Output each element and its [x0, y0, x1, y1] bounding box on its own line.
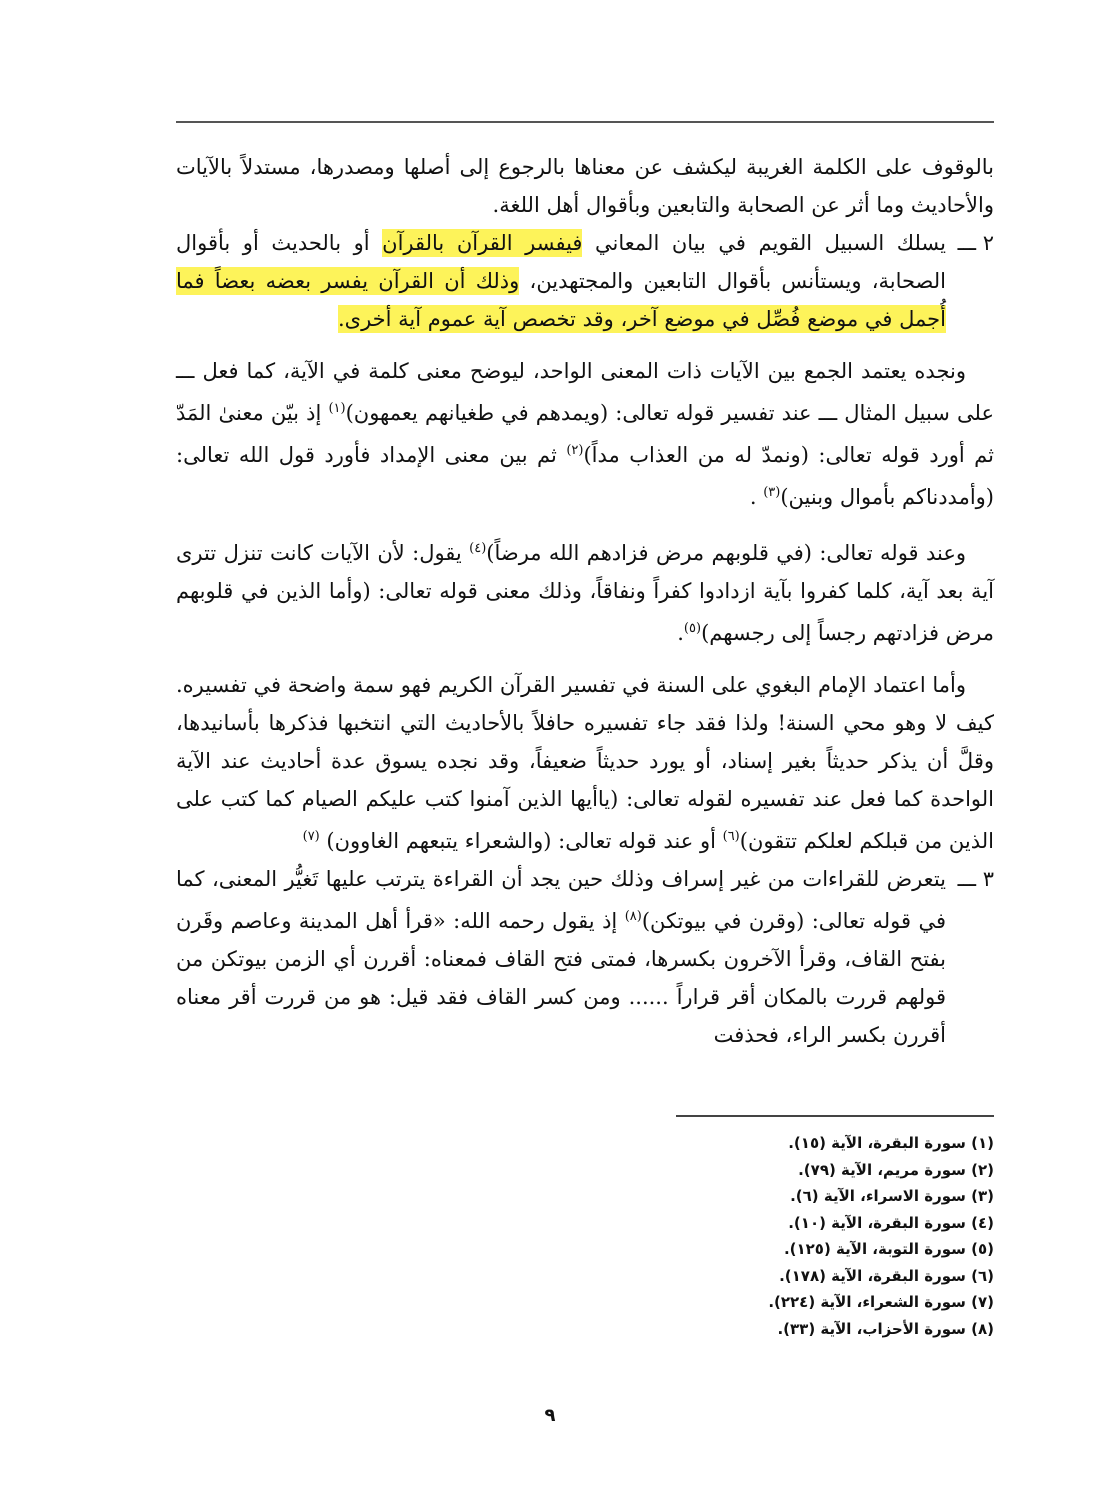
footnote-ref[interactable]: (٢): [566, 443, 584, 458]
paragraph-4: [176, 530, 994, 652]
paragraph-text: وأما اعتماد الإمام البغوي على السنة في تفسير القرآن الكريم فهو سمة واضحة في تفسيره. كيف لا وهو محي السنة! ولذا فقد جاء تفسيره حافلاً بالأحاديث التي انتخبها فذكرها بأسانيدها، وقلَّ أن يذكر حديثاً بغير إسناد، أو يورد حديثاً ضعيفاً، وقد نجده يسوق عدة أحاديث عند الآية الواحدة كما فعل عند تفسيره لقوله تعالى: (ياأيها الذين آمنوا كتب عليكم الصيام كما كتب على الذين من قبلكم لعلكم تتقون): [176, 673, 994, 853]
paragraph-text: يسلك السبيل القويم في بيان المعاني: [582, 231, 946, 255]
footnote-ref[interactable]: (٦): [722, 829, 740, 844]
footnote-7: (٧) سورة الشعراء، الآية (٢٢٤).: [768, 1293, 994, 1311]
footnote-2: (٢) سورة مريم، الآية (٧٩).: [798, 1160, 994, 1179]
paragraph-5: [176, 666, 994, 860]
list-item-2: [176, 224, 994, 338]
footnote-rule: [676, 1115, 994, 1117]
paragraph-text: أو عند قوله تعالى: (والشعراء يتبعهم الغاوون): [319, 829, 723, 853]
paragraph-text: إذ بيّن معنىٰ المَدّ ثم أورد قوله تعالى: (ونمدّ له من العذاب مداً): [176, 401, 994, 467]
footnote-8: (٨) سورة الأحزاب، الآية (٣٣).: [777, 1319, 994, 1338]
highlighted-text: فيفسر القرآن بالقرآن: [382, 231, 583, 255]
page-body: [176, 148, 994, 1054]
paragraph-text: إذ يقول رحمه الله: «قرأ أهل المدينة وعاصم وقَرن بفتح القاف، وقرأ الآخرون بكسرها، فمتى فتح القاف فمعناه: أقررن أي الزمن بيوتكن من قولهم قررت بالمكان أقر قراراً ...... ومن كسر القاف فقد قيل: هو من قررت أقر معناه أقررن بكسر الراء، فحذفت: [176, 909, 946, 1047]
footnote-ref[interactable]: (٤): [469, 541, 487, 556]
footnote-ref[interactable]: (٨): [624, 909, 642, 924]
paragraph-text: ثم بين معنى الإمداد فأورد قول الله تعالى: (وأمددناكم بأموال وبنين): [176, 443, 994, 509]
footnote-ref[interactable]: (٥): [683, 621, 702, 636]
paragraph-text: يتعرض للقراءات من غير إسراف وذلك حين يجد أن القراءة يترتب عليها تَغيُّر المعنى، كما في قوله تعالى: (وقرن في بيوتكن): [176, 867, 947, 933]
paragraph-1: [176, 148, 994, 224]
paragraph-3: [176, 352, 994, 516]
footnotes: [768, 1130, 994, 1342]
paragraph-text: وعند قوله تعالى: (في قلوبهم مرض فزادهم الله مرضاً): [486, 541, 966, 565]
paragraph-text: ونجده يعتمد الجمع بين الآيات ذات المعنى الواحد، ليوضح معنى كلمة في الآية، كما فعل ـــ على سبيل المثال ـــ عند تفسير قوله تعالى: (ويمدهم في طغيانهم يعمهون): [176, 359, 994, 425]
highlighted-text: وذلك أن القرآن يفسر بعضه بعضاً فما أُجمل في موضع فُصِّل في موضع آخر، وقد تخصص آية عموم آية أخرى.: [176, 269, 946, 331]
list-number: ٣ ـــ: [957, 867, 994, 891]
header-rule: [176, 121, 994, 123]
paragraph-text: .: [749, 485, 764, 509]
footnote-3: (٣) سورة الاسراء، الآية (٦).: [790, 1187, 994, 1205]
footnote-ref[interactable]: (٣): [763, 485, 781, 500]
footnote-ref[interactable]: (١): [328, 401, 346, 416]
footnote-ref[interactable]: (٧): [302, 829, 320, 844]
paragraph-text: .: [677, 621, 684, 645]
list-item-3: [176, 860, 994, 1054]
paragraph-text: يقول: لأن الآيات كانت تنزل تترى آية بعد آية، كلما كفروا بآية ازدادوا كفراً ونفاقاً، وذلك معنى قوله تعالى: (وأما الذين في قلوبهم مرض فزادتهم رجساً إلى رجسهم): [176, 541, 994, 645]
footnote-4: (٤) سورة البقرة، الآية (١٠).: [788, 1213, 994, 1232]
list-number: ٢ ـــ: [957, 231, 994, 255]
page-number: ٩: [544, 1405, 556, 1426]
paragraph-text: بالوقوف على الكلمة الغريبة ليكشف عن معناها بالرجوع إلى أصلها ومصدرها، مستدلاً بالآيات والأحاديث وما أثر عن الصحابة والتابعين وبأقوال أهل اللغة.: [176, 155, 994, 217]
footnote-5: (٥) سورة التوبة، الآية (١٢٥).: [783, 1240, 994, 1258]
footnote-6: (٦) سورة البقرة، الآية (١٧٨).: [779, 1266, 994, 1285]
paragraph-text: أو بالحديث أو بأقوال الصحابة، ويستأنس بأقوال التابعين والمجتهدين،: [176, 231, 947, 293]
footnote-1: (١) سورة البقرة، الآية (١٥).: [788, 1134, 994, 1152]
